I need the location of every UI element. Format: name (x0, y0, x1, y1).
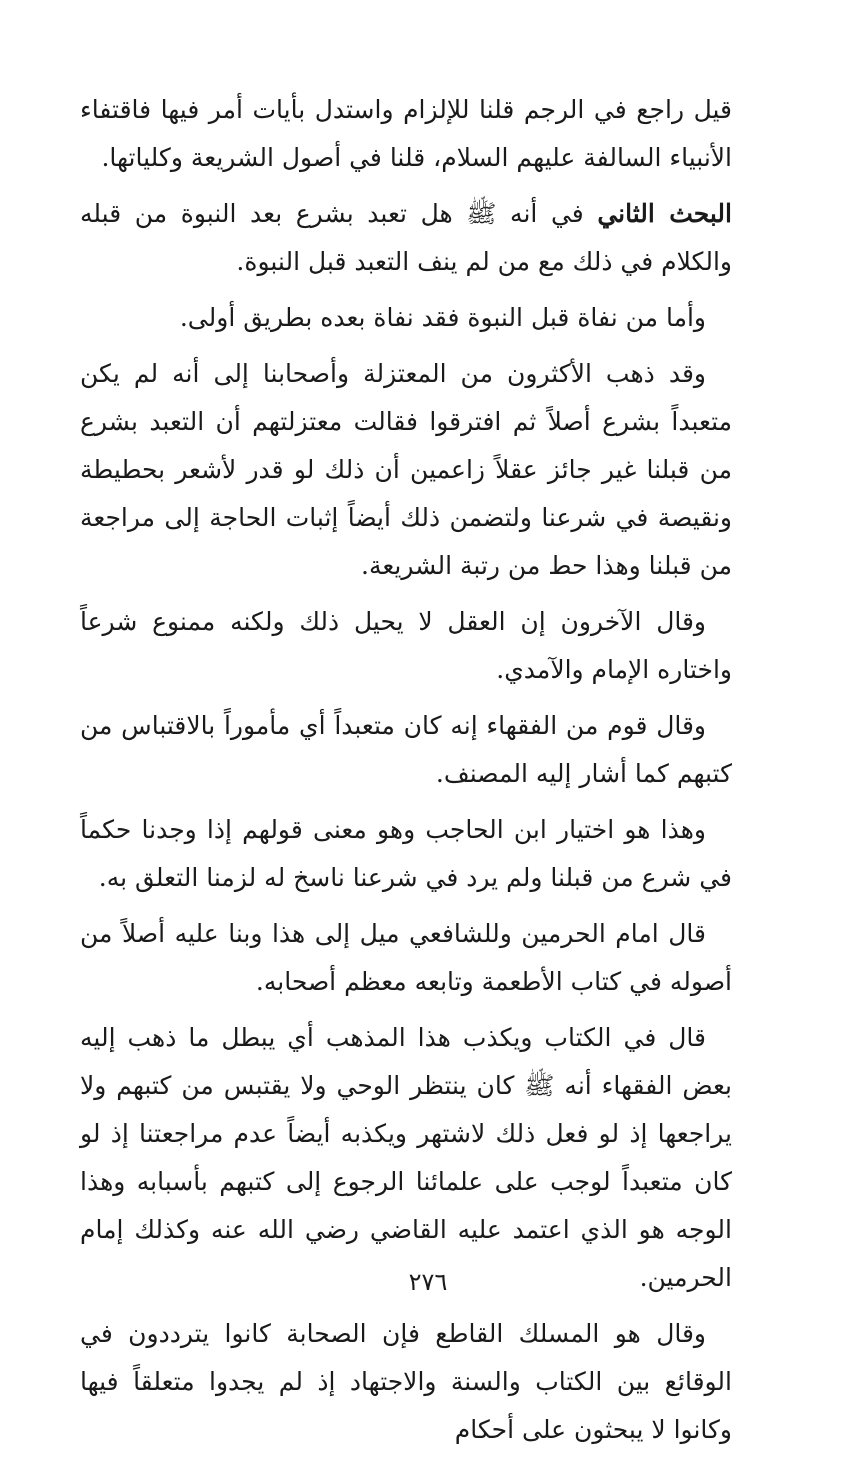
paragraph-2 (80, 190, 732, 286)
paragraph-7 (80, 806, 732, 902)
paragraph-text: قال امام الحرمين وللشافعي ميل إلى هذا وبنا عليه أصلاً من أصوله في كتاب الأطعمة وتابعه معظم أصحابه. (80, 919, 732, 996)
paragraph-text: وقال قوم من الفقهاء إنه كان متعبداً أي مأموراً بالاقتباس من كتبهم كما أشار إليه المصنف. (80, 711, 732, 788)
paragraph-10 (80, 1310, 732, 1454)
paragraph-text: وهذا هو اختيار ابن الحاجب وهو معنى قولهم إذا وجدنا حكماً في شرع من قبلنا ولم يرد في شرعنا ناسخ له لزمنا التعلق به. (80, 815, 732, 892)
paragraph-text: في أنه ﷺ هل تعبد بشرع بعد النبوة من قبله والكلام في ذلك مع من لم ينف التعبد قبل النبوة. (80, 199, 732, 276)
paragraph-text: وأما من نفاة قبل النبوة فقد نفاة بعده بطريق أولى. (179, 303, 706, 332)
paragraph-4 (80, 350, 732, 590)
paragraph-9 (80, 1014, 732, 1302)
paragraph-text: وقال الآخرون إن العقل لا يحيل ذلك ولكنه ممنوع شرعاً واختاره الإمام والآمدي. (80, 607, 732, 684)
paragraph-text: وقد ذهب الأكثرون من المعتزلة وأصحابنا إلى أنه لم يكن متعبداً بشرع أصلاً ثم افترقوا فقالت معتزلتهم أن التعبد بشرع من قبلنا غير جائز عقلاً زاعمين أن ذلك لو قدر لأشعر بحطيطة ونقيصة في شرعنا ولتضمن ذلك أيضاً إثبات الحاجة إلى مراجعة من قبلنا وهذا حط من رتبة الشريعة. (80, 359, 732, 580)
paragraph-6 (80, 702, 732, 798)
page-number: ٢٧٦ (408, 1268, 448, 1296)
paragraph-3 (80, 294, 732, 342)
paragraph-text: قال في الكتاب ويكذب هذا المذهب أي يبطل ما ذهب إليه بعض الفقهاء أنه ﷺ كان ينتظر الوحي ولا يقتبس من كتبهم ولا يراجعها إذ لو فعل ذلك لاشتهر ويكذبه أيضاً عدم مراجعتنا إذ لو كان متعبداً لوجب على علمائنا الرجوع إلى كتبهم بأسبابه وهذا الوجه هو الذي اعتمد عليه القاضي رضي الله عنه وكذلك إمام الحرمين. (80, 1023, 732, 1292)
paragraph-text: وقال هو المسلك القاطع فإن الصحابة كانوا يترددون في الوقائع بين الكتاب والسنة والاجتهاد إذ لم يجدوا متعلقاً فيها وكانوا لا يبحثون على أحكام (80, 1319, 732, 1444)
page-body (80, 86, 732, 1462)
section-heading-lead: البحث الثاني (597, 199, 732, 228)
paragraph-8 (80, 910, 732, 1006)
paragraph-text: قيل راجع في الرجم قلنا للإلزام واستدل بأيات أمر فيها فاقتفاء الأنبياء السالفة عليهم السلام، قلنا في أصول الشريعة وكلياتها. (80, 95, 732, 172)
paragraph-1 (80, 86, 732, 182)
paragraph-5 (80, 598, 732, 694)
